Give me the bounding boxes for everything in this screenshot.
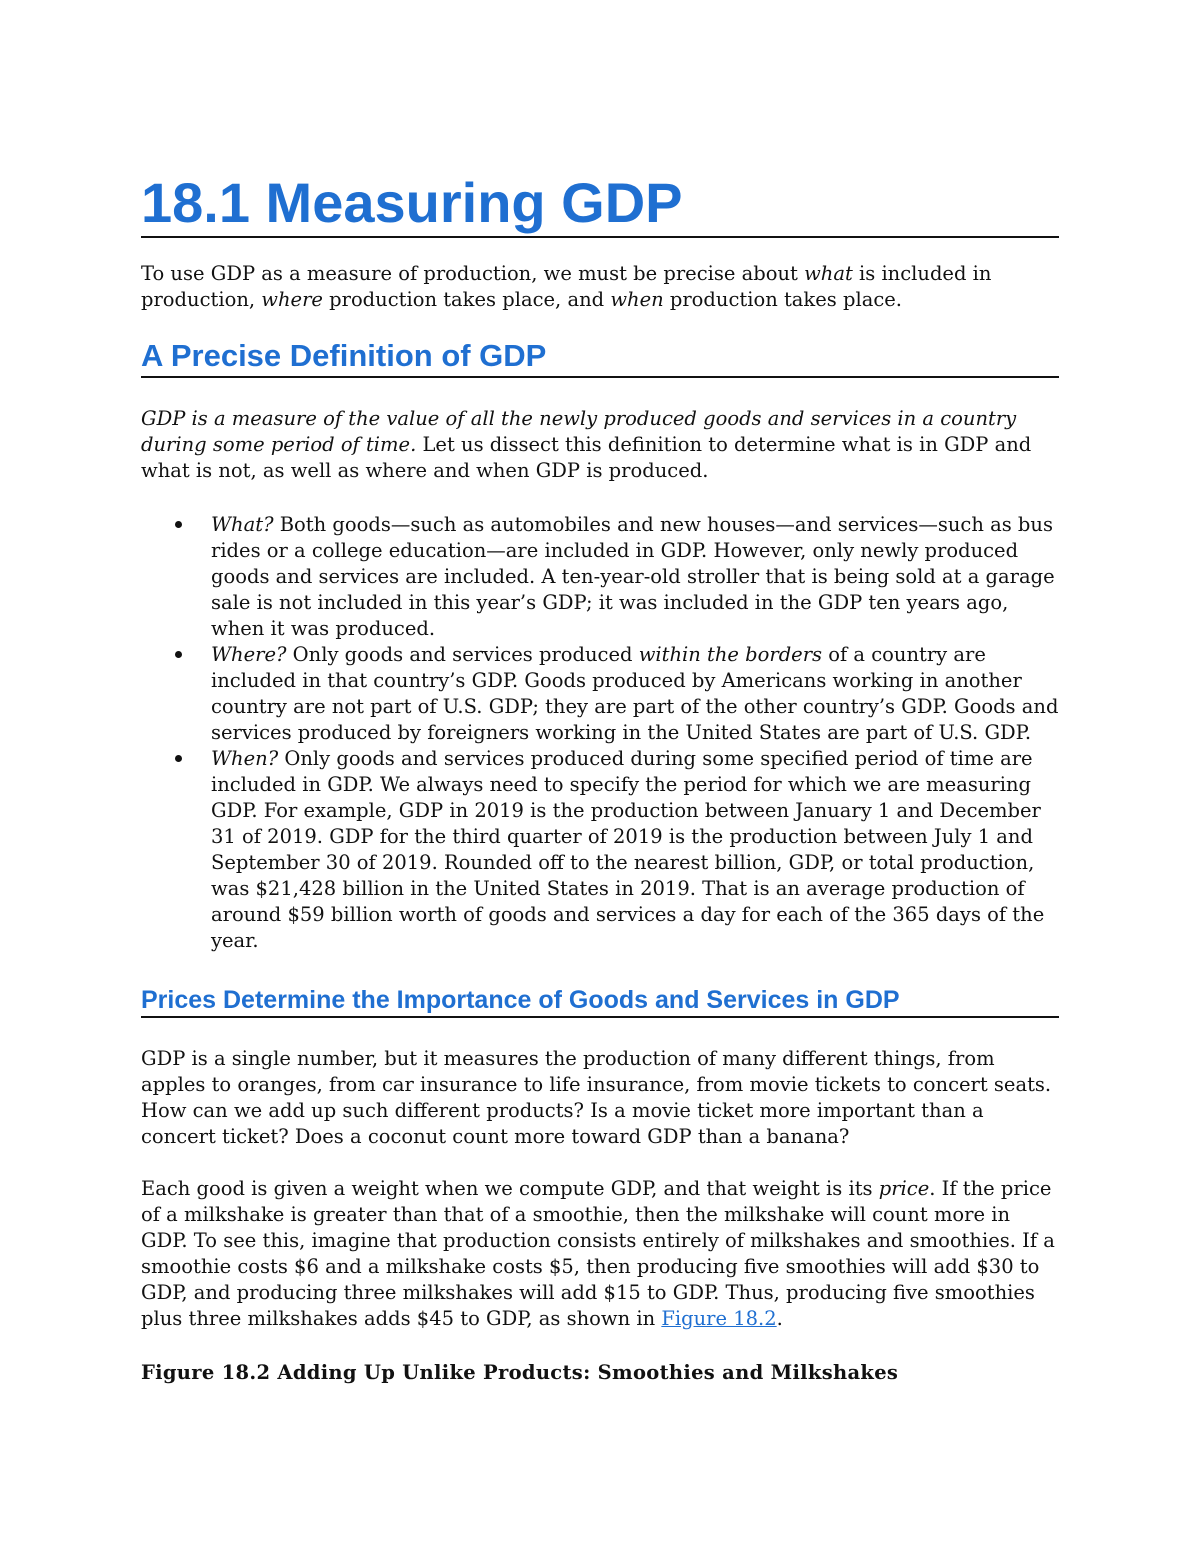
bullet-icon [175, 521, 182, 528]
definition-paragraph [141, 406, 1059, 484]
list-item-when [141, 746, 1059, 954]
intro-text-4: production takes place. [663, 288, 902, 311]
prices-paragraph-1: GDP is a single number, but it measures the production of many different things, from apples to oranges, from car insurance to life insurance, from movie tickets to concert seats. How can we add up such different products? Is a movie ticket more important than a concert ticket? Does a coconut count more toward GDP than a banana? [141, 1047, 1052, 1148]
figure-link[interactable]: Figure 18.2 [661, 1307, 777, 1330]
bullet-icon [175, 651, 182, 658]
bullet-text-when: Only goods and services produced during some specified period of time are included in GDP. We always need to specify the period for which we are measuring GDP. For example, GDP in 2019 is the production between January 1 and December 31 of 2019. GDP for the third quarter of 2019 is the production between July 1 and September 30 of 2019. Rounded off to the nearest billion, GDP, or total production, was $21,428 billion in the United States in 2019. That is an average production of around $59 billion worth of goods and services a day for each of the 365 days of the year. [211, 747, 1045, 952]
intro-emphasis-when: when [610, 288, 664, 311]
intro-emphasis-what: what [804, 262, 853, 285]
bullet-icon [175, 755, 182, 762]
section-heading-prices: Prices Determine the Importance of Goods and Services in GDP [141, 984, 1059, 1018]
prices-emphasis-price: price [878, 1177, 930, 1200]
list-item-where [141, 642, 1059, 746]
intro-paragraph [141, 261, 1059, 313]
bullet-lead-when: When? [211, 747, 279, 770]
bullet-lead-where: Where? [211, 643, 287, 666]
prices-paragraph-2 [141, 1176, 1059, 1332]
bullet-emphasis-borders: within the borders [638, 643, 823, 666]
document-page [141, 170, 1059, 1386]
intro-emphasis-where: where [261, 288, 323, 311]
prices-text-1: Each good is given a weight when we compute GDP, and that weight is its [141, 1177, 879, 1200]
section-heading-precise-definition: A Precise Definition of GDP [141, 336, 1059, 378]
page-title: 18.1 Measuring GDP [141, 170, 1059, 238]
intro-text-2: is included in production, [141, 262, 992, 311]
bullet-text-where-b: of a country are included in that country’s GDP. Goods produced by Americans working in another country are not part of U.S. GDP; they are part of the other country’s GDP. Goods and services produced by foreigners working in the United States are part of U.S. GDP. [211, 643, 1059, 744]
bullet-lead-what: What? [211, 513, 274, 536]
definition-text: Let us dissect this definition to determine what is in GDP and what is not, as well as where and when GDP is produced. [141, 433, 1032, 482]
intro-text-1: To use GDP as a measure of production, we must be precise about [141, 262, 805, 285]
definition-bullet-list [141, 512, 1059, 954]
intro-text-3: production takes place, and [322, 288, 611, 311]
list-item-what [141, 512, 1059, 642]
definition-emphasis: GDP is a measure of the value of all the newly produced goods and services in a country during some period of time. [141, 407, 1017, 456]
bullet-text-where-a: Only goods and services produced [286, 643, 639, 666]
prices-text-2: . If the price of a milkshake is greater than that of a smoothie, then the milkshake will count more in GDP. To see this, imagine that production consists entirely of milkshakes and smoothies. If a smoothie costs $6 and a milkshake costs $5, then producing five smoothies will add $30 to GDP, and producing three milkshakes will add $15 to GDP. Thus, producing five smoothies plus three milkshakes adds $45 to GDP, as shown in [141, 1177, 1055, 1330]
bullet-text-what: Both goods—such as automobiles and new houses—and services—such as bus rides or a college education—are included in GDP. However, only newly produced goods and services are included. A ten-year-old stroller that is being sold at a garage sale is not included in this year’s GDP; it was included in the GDP ten years ago, when it was produced. [211, 513, 1055, 640]
prices-text-3: . [776, 1307, 783, 1330]
figure-caption: Figure 18.2 Adding Up Unlike Products: Smoothies and Milkshakes [141, 1361, 899, 1384]
